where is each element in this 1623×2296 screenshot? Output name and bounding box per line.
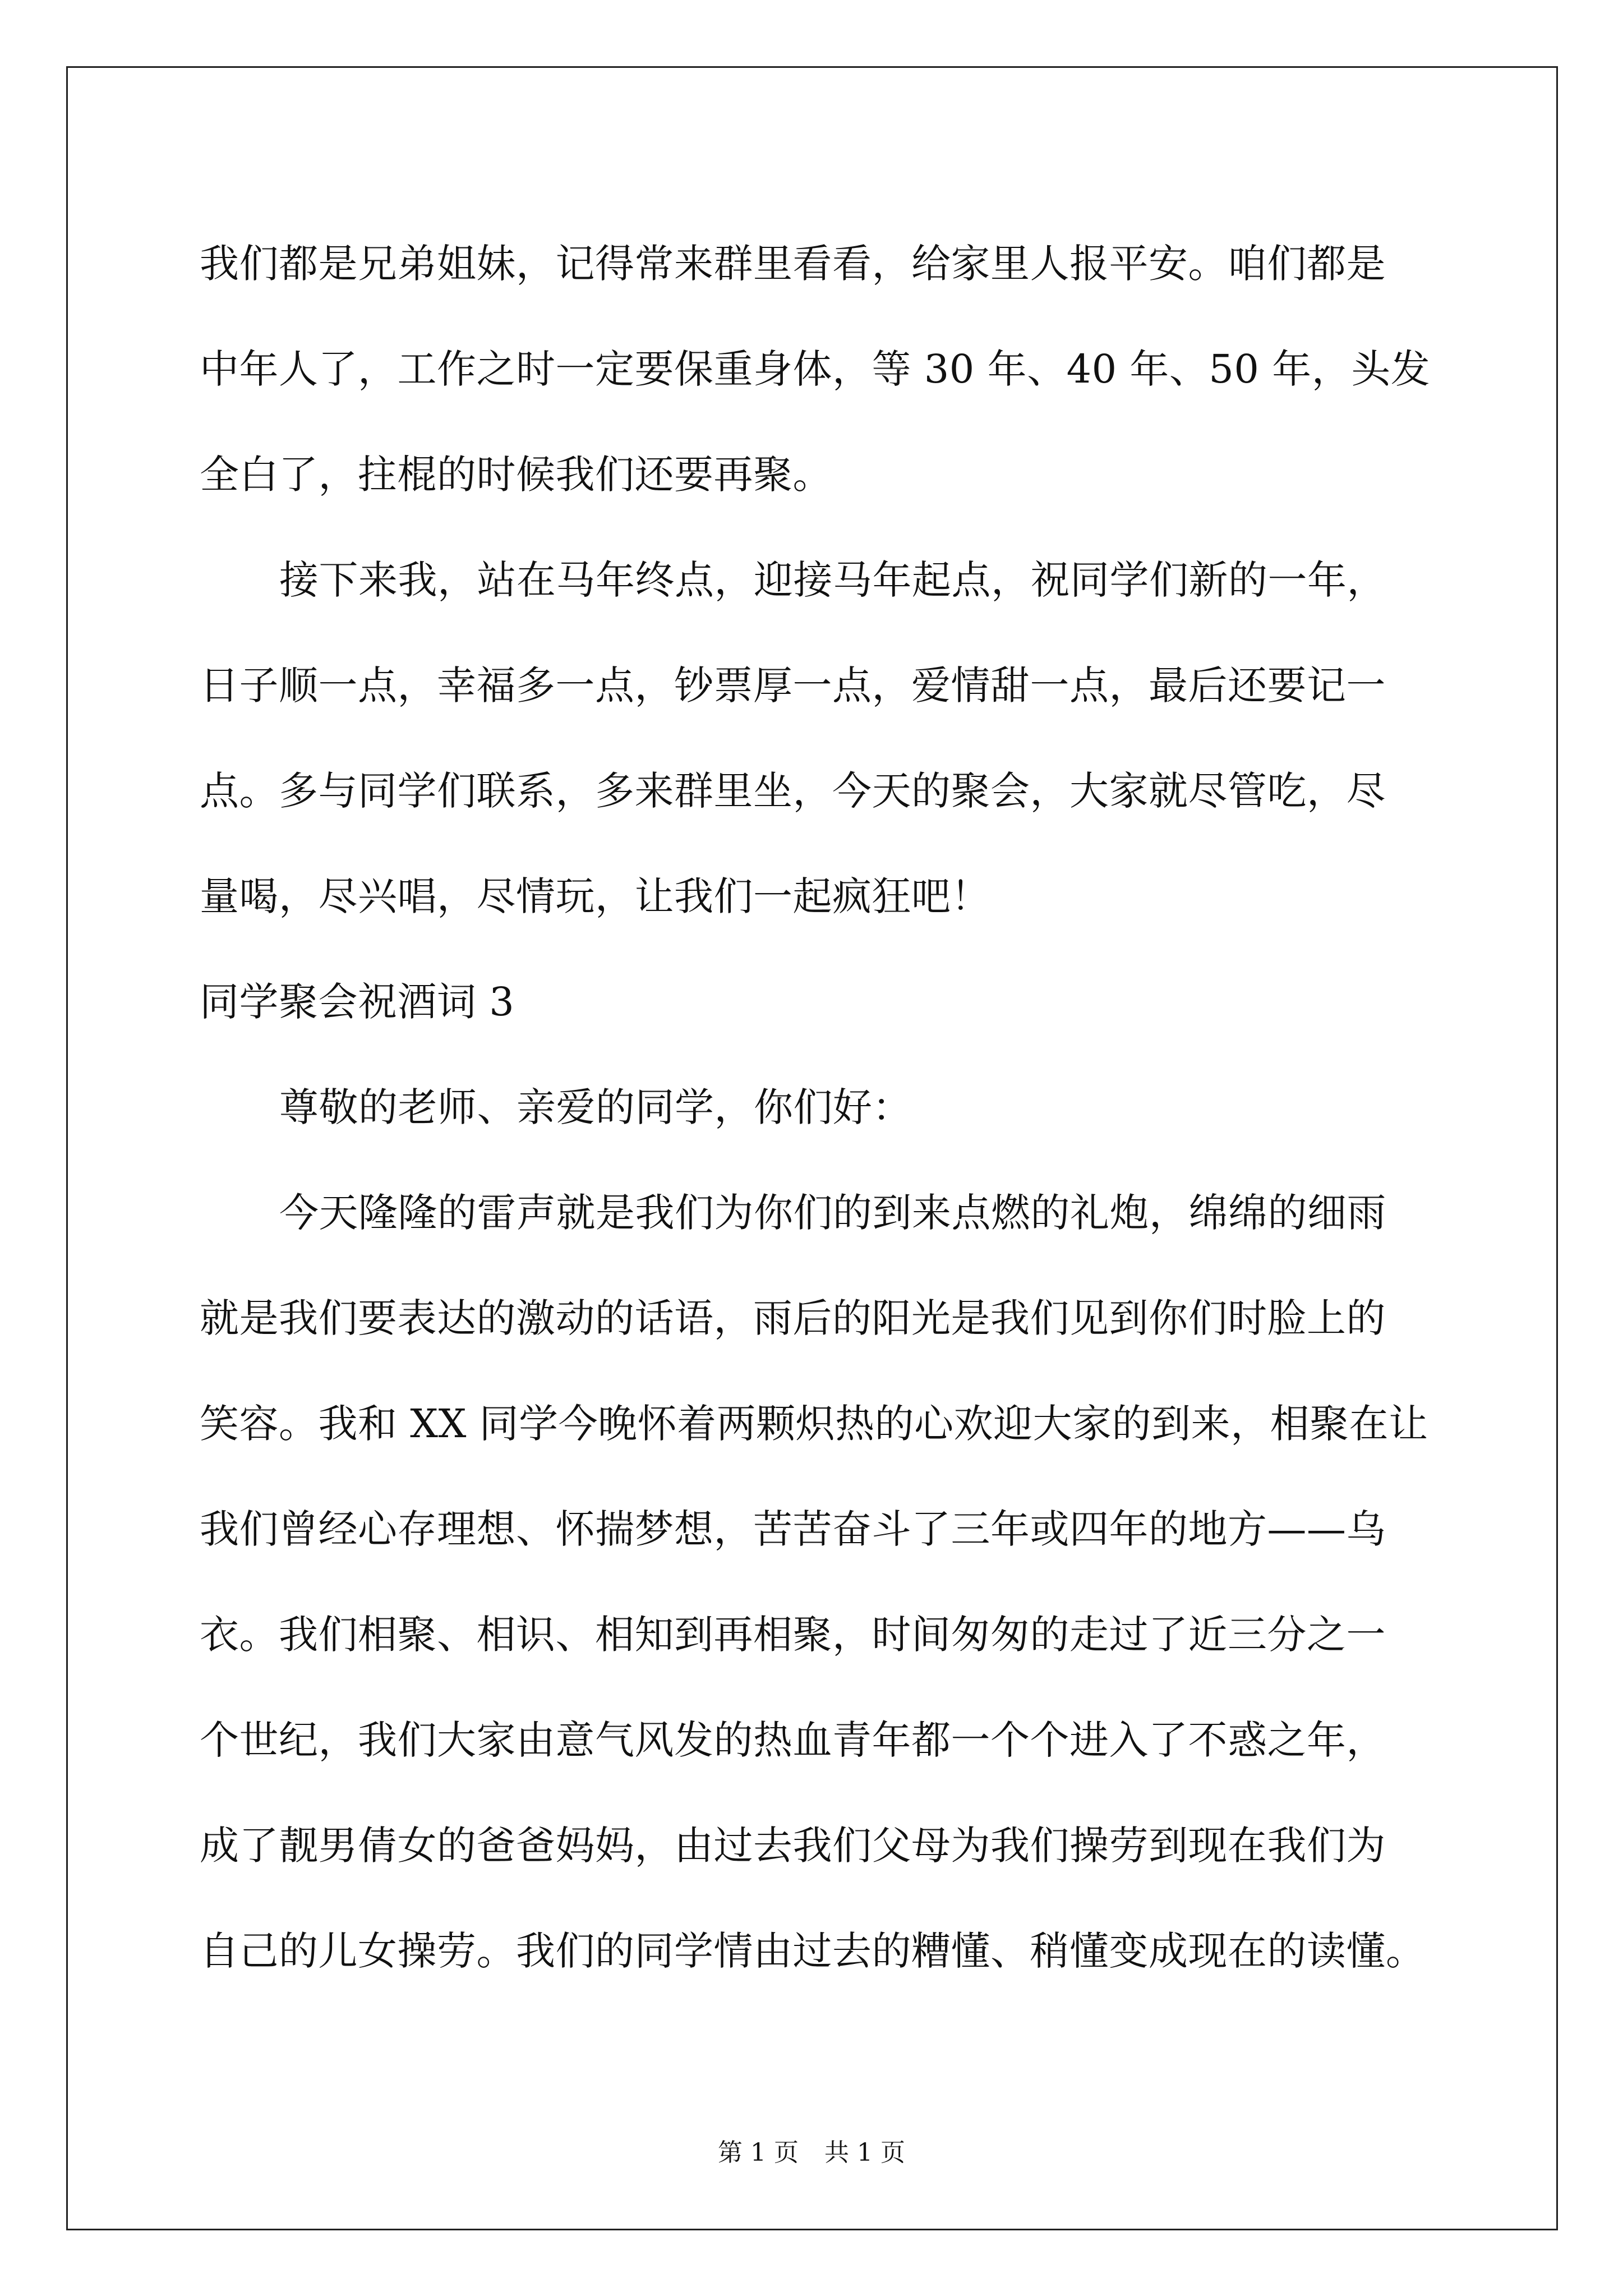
text-line: 个世纪，我们大家由意气风发的热血青年都一个个进入了不惑之年， (200, 1717, 1386, 1763)
text-line: 量喝，尽兴唱，尽情玩，让我们一起疯狂吧！ (200, 873, 990, 919)
text-line: 就是我们要表达的激动的话语，雨后的阳光是我们见到你们时脸上的 (200, 1295, 1386, 1341)
section-title: 同学聚会祝酒词 3 (200, 979, 515, 1025)
text-line: 今天隆隆的雷声就是我们为你们的到来点燃的礼炮，绵绵的细雨 (279, 1190, 1386, 1236)
page-total: 共 1 页 (824, 2138, 905, 2167)
page-footer (0, 2136, 1623, 2170)
text-line: 我们都是兄弟姐妹，记得常来群里看看，给家里人报平安。咱们都是 (200, 241, 1386, 287)
text-line: 中年人了，工作之时一定要保重身体，等 30 年、40 年、50 年，头发 (200, 346, 1431, 392)
text-line: 笑容。我和 XX 同学今晚怀着两颗炽热的心欢迎大家的到来，相聚在让 (200, 1401, 1428, 1447)
text-line: 接下来我，站在马年终点，迎接马年起点，祝同学们新的一年， (279, 557, 1386, 603)
text-line: 成了靓男倩女的爸爸妈妈，由过去我们父母为我们操劳到现在我们为 (200, 1823, 1386, 1869)
document-body (200, 211, 1445, 2004)
text-line: 点。多与同学们联系，多来群里坐，今天的聚会，大家就尽管吃，尽 (200, 768, 1386, 814)
text-line: 衣。我们相聚、相识、相知到再相聚，时间匆匆的走过了近三分之一 (200, 1612, 1386, 1658)
text-line: 我们曾经心存理想、怀揣梦想，苦苦奋斗了三年或四年的地方——乌 (200, 1506, 1386, 1552)
text-line: 全白了，拄棍的时候我们还要再聚。 (200, 452, 832, 498)
greeting-line: 尊敬的老师、亲爱的同学，你们好： (279, 1084, 912, 1130)
page-number: 第 1 页 (718, 2138, 799, 2167)
text-line: 自己的儿女操劳。我们的同学情由过去的糟懂、稍懂变成现在的读懂。 (200, 1928, 1426, 1974)
text-line: 日子顺一点，幸福多一点，钞票厚一点，爱情甜一点，最后还要记一 (200, 662, 1386, 708)
